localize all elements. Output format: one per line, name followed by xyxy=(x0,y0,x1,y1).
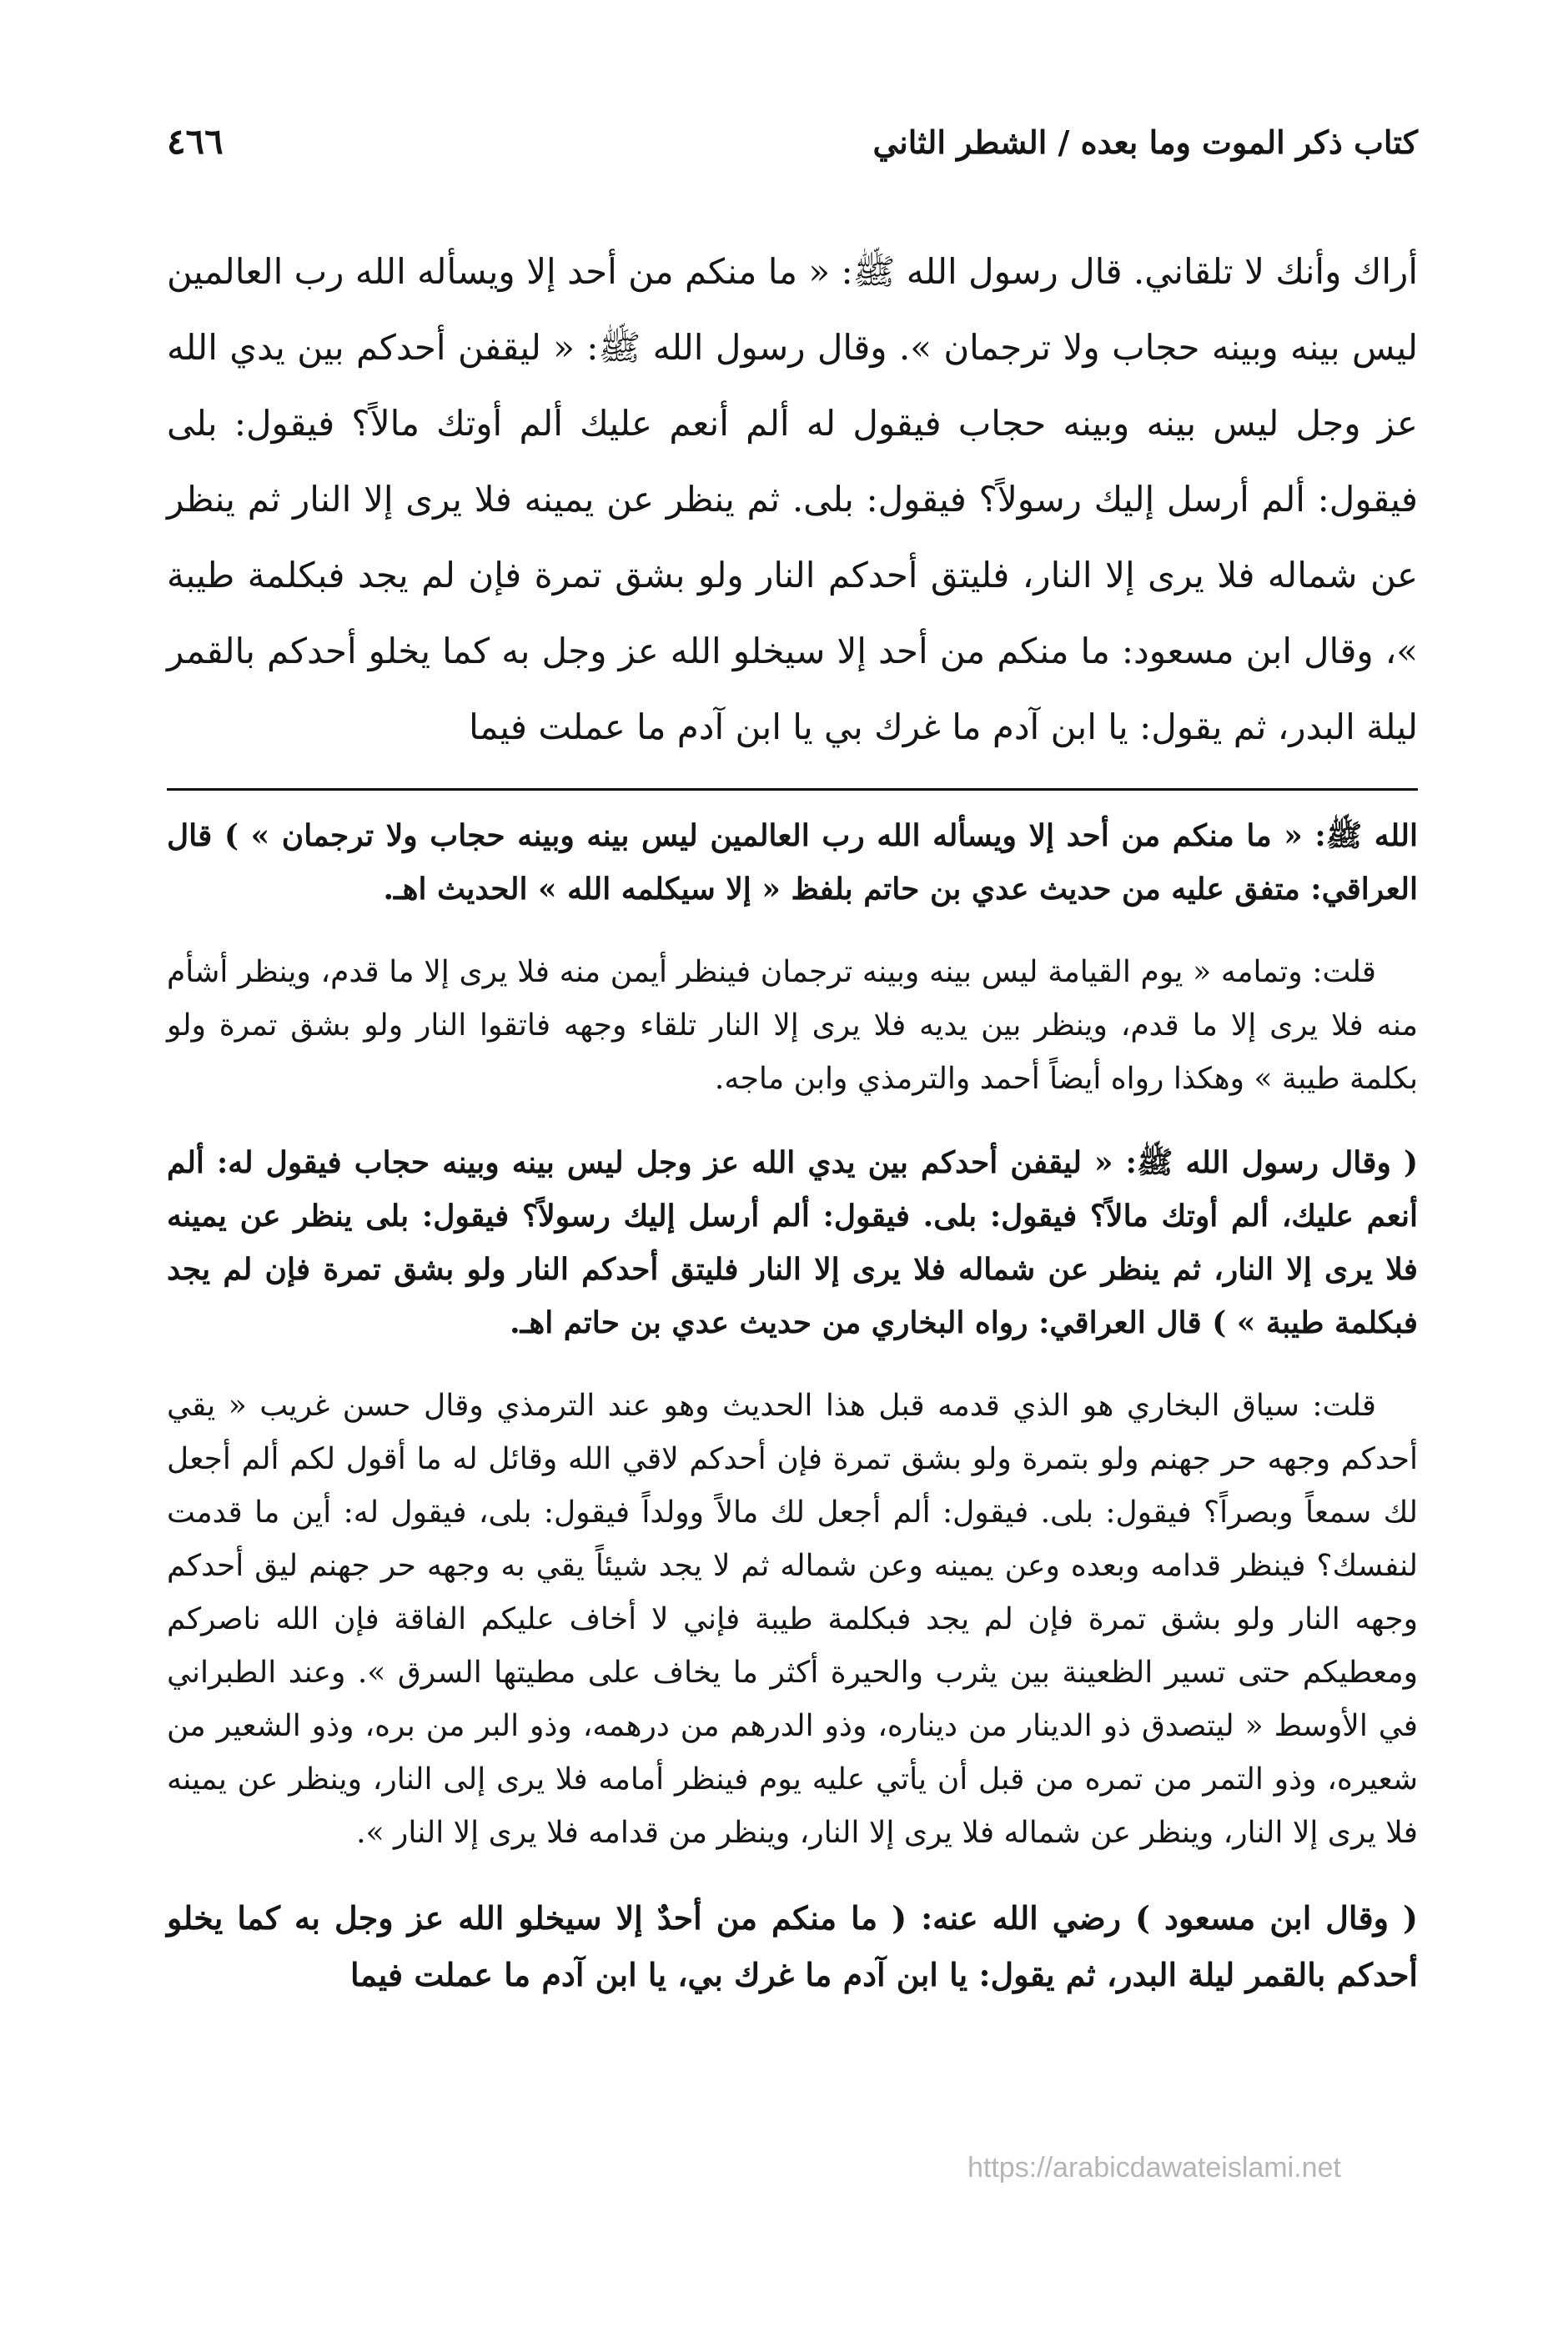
book-page xyxy=(167,108,1418,2310)
watermark-url: https://arabicdawateislami.net xyxy=(967,2152,1341,2184)
commentary-note-2: قلت: وتمامه « يوم القيامة ليس بينه وبينه ترجمان فينظر أيمن منه فلا يرى إلا ما قدم، وينظر أشأم منه فلا يرى إلا ما قدم، وينظر بين يديه فلا يرى إلا النار تلقاء وجهه فاتقوا النار ولو بشق تمرة ولو بكلمة طيبة » وهكذا رواه أيضاً أحمد والترمذي وابن ماجه. xyxy=(167,955,1418,1096)
book-title: كتاب ذكر الموت وما بعده / الشطر الثاني xyxy=(872,123,1418,161)
main-text xyxy=(167,234,1418,765)
commentary-note-5: ( وقال ابن مسعود ) رضي الله عنه: ( ما منكم من أحدٌ إلا سيخلو الله عز وجل به كما يخلو أحدكم بالقمر ليلة البدر، ثم يقول: يا ابن آدم ما غرك بي، يا ابن آدم ما عملت فيما xyxy=(167,1899,1418,1993)
commentary-note-1: الله ﷺ: « ما منكم من أحد إلا ويسأله الله رب العالمين ليس بينه وبينه حجاب ولا ترجمان » ) قال العراقي: متفق عليه من حديث عدي بن حاتم بلفظ « إلا سيكلمه الله » الحديث اهـ. xyxy=(167,818,1418,907)
main-paragraph: أراك وأنك لا تلقاني. قال رسول الله ﷺ: « ما منكم من أحد إلا ويسأله الله رب العالمين ليس بينه وبينه حجاب ولا ترجمان ». وقال رسول الله ﷺ: « ليقفن أحدكم بين يدي الله عز وجل ليس بينه وبينه حجاب فيقول له ألم أنعم عليك ألم أوتك مالاً؟ فيقول: بلى فيقول: ألم أرسل إليك رسولاً؟ فيقول: بلى. ثم ينظر عن يمينه فلا يرى إلا النار ثم ينظر عن شماله فلا يرى إلا النار، فليتق أحدكم النار ولو بشق تمرة فإن لم يجد فبكلمة طيبة »، وقال ابن مسعود: ما منكم من أحد إلا سيخلو الله عز وجل به كما يخلو أحدكم بالقمر ليلة البدر، ثم يقول: يا ابن آدم ما غرك بي يا ابن آدم ما عملت فيما xyxy=(167,251,1418,747)
page-number: ٤٦٦ xyxy=(167,121,224,162)
commentary-note-3: ( وقال رسول الله ﷺ: « ليقفن أحدكم بين يدي الله عز وجل ليس بينه وبينه حجاب فيقول له: ألم أنعم عليك، ألم أوتك مالاً؟ فيقول: بلى. فيقول: ألم أرسل إليك رسولاً؟ فيقول: بلى ينظر عن يمينه فلا يرى إلا النار، ثم ينظر عن شماله فلا يرى إلا النار فليتق أحدكم النار ولو بشق تمرة فإن لم يجد فبكلمة طيبة » ) قال العراقي: رواه البخاري من حديث عدي بن حاتم اهـ. xyxy=(167,1145,1418,1340)
separator-line xyxy=(167,788,1418,791)
commentary-note-4: قلت: سياق البخاري هو الذي قدمه قبل هذا الحديث وهو عند الترمذي وقال حسن غريب « يقي أحدكم وجهه حر جهنم ولو بتمرة ولو بشق تمرة فإن أحدكم لاقي الله وقائل له ما أقول لكم ألم أجعل لك سمعاً وبصراً؟ فيقول: بلى. فيقول: ألم أجعل لك مالاً وولداً فيقول: بلى، فيقول له: أين ما قدمت لنفسك؟ فينظر قدامه وبعده وعن يمينه وعن شماله ثم لا يجد شيئاً يقي به وجهه حر جهنم ليق أحدكم وجهه النار ولو بشق تمرة فإن لم يجد فبكلمة طيبة فإني لا أخاف عليكم الفاقة فإن الله ناصركم ومعطيكم حتى تسير الظعينة بين يثرب والحيرة أكثر ما يخاف على مطيتها السرق ». وعند الطبراني في الأوسط « ليتصدق ذو الدينار من ديناره، وذو الدرهم من درهمه، وذو البر من بره، وذو الشعير من شعيره، وذو التمر من تمره من قبل أن يأتي عليه يوم فينظر أمامه فلا يرى إلى النار، وينظر عن يمينه فلا يرى إلا النار، وينظر عن شماله فلا يرى إلا النار، وينظر من قدامه فلا يرى إلا النار ». xyxy=(167,1389,1418,1850)
page-header xyxy=(167,108,1418,175)
commentary xyxy=(167,809,1418,2003)
